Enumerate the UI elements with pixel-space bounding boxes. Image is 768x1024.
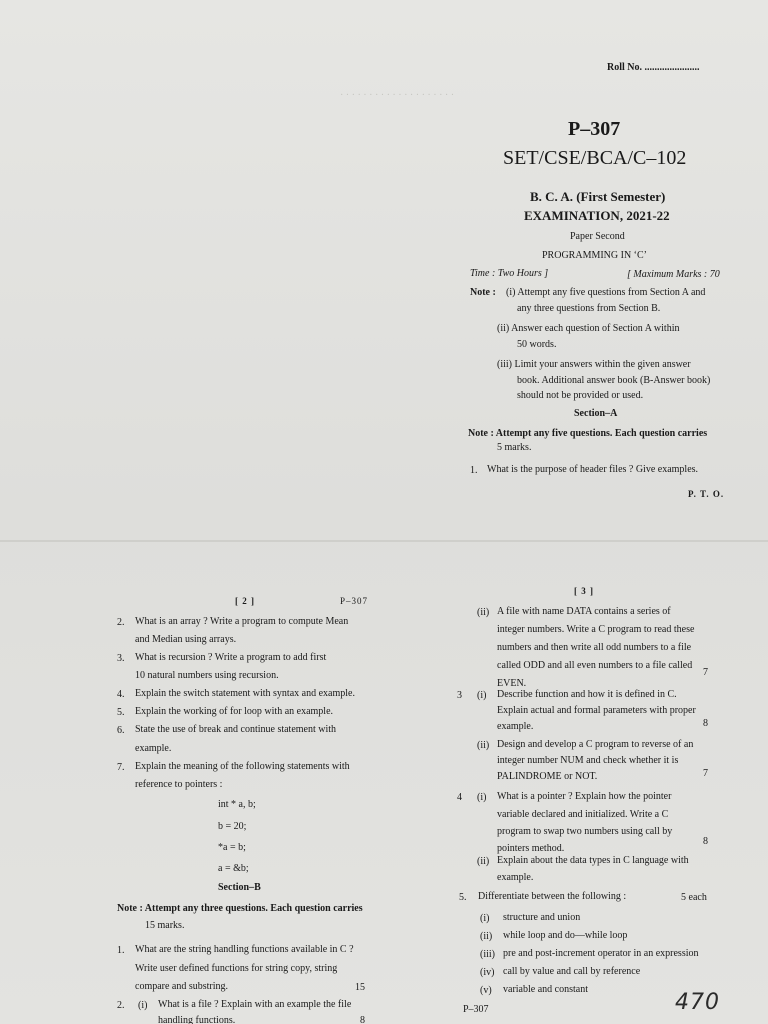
sub-question-number: (i) [138,1000,148,1011]
question-number: 3 [457,690,462,701]
sub-question-number: (ii) [477,740,490,751]
question-text-line: Explain the meaning of the following statements with [135,761,350,772]
question-number: 5. [459,892,467,903]
roll-number-field: Roll No. ...................... [607,62,700,73]
page-fold-line [0,540,768,542]
question-text-line: Explain the working of for loop with an example. [135,706,334,717]
question-text-line: State the use of break and continue statement with [135,724,337,735]
question-text-line: What is an array ? Write a program to compute Mean [135,616,349,627]
section-b-heading: Section–B [218,882,261,893]
section-a-note-line1: Note : Attempt any five questions. Each question carries [468,428,708,439]
note-iii-line1: (iii) Limit your answers within the given answer [497,359,691,370]
question-marks: 7 [703,667,708,678]
sub-question-number: (ii) [477,607,490,618]
question-text-line: example. [497,872,534,883]
question-text-line: example. [497,721,534,732]
page-number: [ 3 ] [574,586,594,596]
section-a-note-line2: 5 marks. [497,442,532,453]
note-ii-line2: 50 words. [517,339,557,350]
sub-question-number: (iv) [480,967,495,978]
note-iii-line3: should not be provided or used. [517,390,644,401]
question-text-line: program to swap two numbers using call by [497,826,673,837]
question-number: 1. [470,465,478,476]
question-number: 2. [117,1000,125,1011]
question-text-line: reference to pointers : [135,779,223,790]
question-number: 4. [117,689,125,700]
maximum-marks: [ Maximum Marks : 70 [627,269,720,280]
question-text-line: EVEN. [497,678,527,689]
subject-title: PROGRAMMING IN ‘C’ [542,250,648,261]
question-text-line: Differentiate between the following : [478,891,627,902]
question-text-line: Explain about the data types in C language with [497,855,689,866]
time-allowed: Time : Two Hours ] [470,268,549,279]
question-text-line: variable declared and initialized. Write a C [497,809,669,820]
exam-title: EXAMINATION, 2021-22 [524,208,670,223]
code-line: *a = b; [218,842,246,853]
question-marks: 15 [355,982,365,993]
question-text-line: Explain actual and formal parameters with proper [497,705,696,716]
question-text-line: integer number NUM and check whether it is [497,755,679,766]
question-number: 5. [117,707,125,718]
question-text-line: compare and substring. [135,981,229,992]
section-b-note-line2: 15 marks. [145,920,185,931]
question-text-line: pointers method. [497,843,565,854]
question-text-line: What is recursion ? Write a program to add first [135,652,327,663]
question-text-line: A file with name DATA contains a series of [497,606,671,617]
question-marks: 5 each [681,892,707,903]
note-i-line2: any three questions from Section B. [517,303,661,314]
question-1-text: What is the purpose of header files ? Give examples. [487,464,699,475]
note-label: Note : [470,287,496,298]
sub-question-number: (v) [480,985,492,996]
question-text-line: What are the string handling functions available in C ? [135,944,354,955]
code-line: int * a, b; [218,799,256,810]
question-text-line: 10 natural numbers using recursion. [135,670,279,681]
page-number: [ 2 ] [235,596,255,606]
question-text-line: PALINDROME or NOT. [497,771,598,782]
question-marks: 8 [703,836,708,847]
question-text-line: while loop and do—while loop [503,930,628,941]
sub-question-number: (i) [477,792,487,803]
page-code: P–307 [340,596,369,606]
question-number: 7. [117,762,125,773]
question-text-line: pre and post-increment operator in an expression [503,948,699,959]
code-line: b = 20; [218,821,247,832]
question-text-line: Explain the switch statement with syntax and example. [135,688,355,699]
question-number: 2. [117,617,125,628]
question-text-line: What is a file ? Explain with an example the file [158,999,352,1010]
question-text-line: integer numbers. Write a C program to read these [497,624,695,635]
section-a-heading: Section–A [574,408,618,419]
sub-question-number: (i) [477,690,487,701]
sub-question-number: (ii) [477,856,490,867]
question-number: 3. [117,653,125,664]
question-marks: 7 [703,768,708,779]
question-text-line: Describe function and how it is defined in C. [497,689,677,700]
note-i-line1: (i) Attempt any five questions from Section A and [506,287,706,298]
question-text-line: handling functions. [158,1015,236,1024]
question-text-line: called ODD and all even numbers to a file called [497,660,693,671]
question-text-line: example. [135,743,172,754]
question-text-line: Write user defined functions for string copy, string [135,963,338,974]
question-text-line: variable and constant [503,984,588,995]
note-iii-line2: book. Additional answer book (B-Answer book) [517,375,711,386]
question-marks: 8 [703,718,708,729]
code-line: a = &b; [218,863,249,874]
pto-marker: P. T. O. [688,489,725,499]
question-number: 1. [117,945,125,956]
paper-code: P–307 [568,118,621,140]
course-code: SET/CSE/BCA/C–102 [503,147,687,169]
handwritten-annotation: 470 [675,990,720,1015]
question-marks: 8 [360,1015,365,1024]
section-b-note-line1: Note : Attempt any three questions. Each question carries [117,903,363,914]
program-title: B. C. A. (First Semester) [530,189,666,204]
question-text-line: numbers and then write all odd numbers to a file [497,642,692,653]
sub-question-number: (iii) [480,949,495,960]
paper-number: Paper Second [570,231,625,242]
bleed-through-text: · · · · · · · · · · · · · · · · · · · · [340,90,455,101]
question-text-line: Design and develop a C program to reverse of an [497,739,694,750]
question-text-line: call by value and call by reference [503,966,641,977]
footer-paper-code: P–307 [463,1004,489,1015]
question-text-line: structure and union [503,912,581,923]
question-text-line: What is a pointer ? Explain how the pointer [497,791,672,802]
question-number: 6. [117,725,125,736]
question-number: 4 [457,792,462,803]
note-ii-line1: (ii) Answer each question of Section A within [497,323,680,334]
question-text-line: and Median using arrays. [135,634,237,645]
sub-question-number: (ii) [480,931,493,942]
sub-question-number: (i) [480,913,490,924]
